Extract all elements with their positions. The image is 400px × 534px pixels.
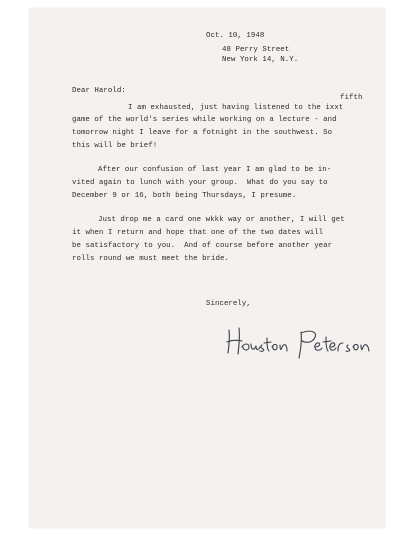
paragraph-3-line-4: rolls round we must meet the bride. — [72, 255, 229, 263]
address-line-street: 48 Perry Street — [222, 46, 290, 54]
paragraph-1-line-1: I am exhausted, just having listened to the ixxt — [128, 104, 344, 112]
paragraph-1-line-4: this will be brief! — [72, 142, 158, 150]
address-line-city: New York 14, N.Y. — [222, 56, 299, 64]
handwritten-insertion: fifth — [340, 94, 363, 102]
handwritten-signature — [225, 320, 375, 360]
paragraph-3-line-2: it when I return and hope that one of the two dates will — [72, 229, 324, 237]
paragraph-1-line-3: tomorrow night I leave for a fotnight in the southwest. So — [72, 129, 333, 137]
signature-drawing — [225, 320, 375, 360]
paragraph-2-line-2: vited again to lunch with your group. What do you say to — [72, 179, 328, 187]
paragraph-2-line-1: After our confusion of last year I am glad to be in- — [98, 166, 332, 174]
letter-sheet — [29, 8, 385, 528]
paragraph-3-line-3: be satisfactory to you. And of course before another year — [72, 242, 333, 250]
paragraph-3-line-1: Just drop me a card one wkkk way or another, I will get — [98, 216, 345, 224]
closing: Sincerely, — [206, 300, 251, 308]
letter-date: Oct. 10, 1948 — [206, 32, 265, 40]
paragraph-2-line-3: December 9 or 16, both being Thursdays, I presume. — [72, 192, 297, 200]
paragraph-1-line-2: game of the world's series while working on a lecture - and — [72, 116, 337, 124]
salutation: Dear Harold: — [72, 87, 126, 95]
